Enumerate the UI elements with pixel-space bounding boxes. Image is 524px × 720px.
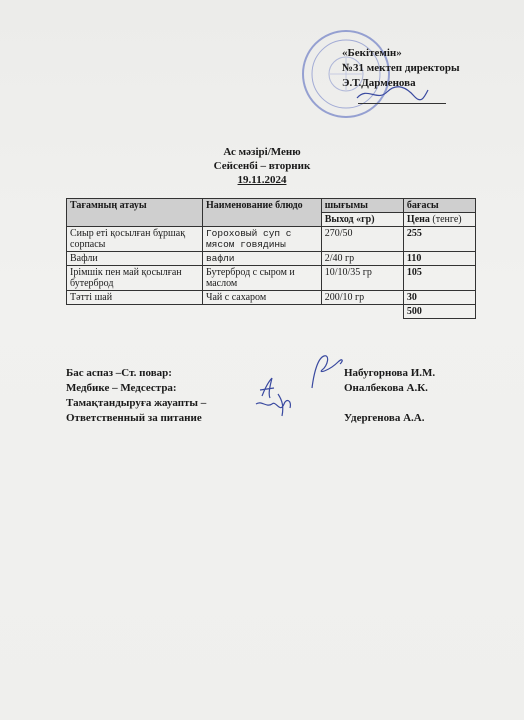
row-name-ru: Гороховый суп с мясом говядины (202, 227, 321, 252)
row-name-kz: Ірімшік пен май қосылған бутерброд (67, 266, 203, 291)
row-price: 110 (403, 252, 475, 266)
header-price-ru-label: Цена (406, 214, 430, 225)
empty-cell (202, 305, 321, 319)
header-name-ru: Наименование блюдо (202, 199, 321, 227)
staff-role: Тамақтандыруға жауапты – (66, 397, 207, 409)
staff-name: Набугорнова И.М. (344, 367, 436, 379)
menu-title: Ас мәзірі/Меню (223, 146, 301, 158)
table-header-row (67, 199, 476, 227)
row-name-ru: Бутерброд с сыром и маслом (202, 266, 321, 291)
row-yield: 2/40 гр (321, 252, 403, 266)
row-name-kz: Сиыр еті қосылған бұршақ сорпасы (67, 227, 203, 252)
staff-row (66, 396, 466, 426)
row-yield: 270/50 (321, 227, 403, 252)
menu-date: 19.11.2024 (237, 174, 287, 186)
row-name-kz: Тәтті шай (67, 291, 203, 305)
table-total-row (67, 305, 476, 319)
staff-role: Бас аспаз –Ст. повар: (66, 367, 172, 379)
header-price (403, 199, 475, 227)
signature-line (358, 103, 446, 104)
staff-role-ru: Ответственный за питание (66, 412, 202, 424)
table-row (67, 252, 476, 266)
row-name-ru: вафли (202, 252, 321, 266)
row-name-kz: Вафли (67, 252, 203, 266)
header-price-ru (404, 213, 475, 226)
row-yield: 200/10 гр (321, 291, 403, 305)
table-row (67, 227, 476, 252)
row-yield: 10/10/35 гр (321, 266, 403, 291)
staff-block (66, 366, 466, 426)
header-price-kz: бағасы (404, 199, 475, 213)
approval-director-name: Э.Т.Дарменова (342, 77, 416, 89)
approval-position: №31 мектеп директоры (342, 62, 460, 74)
staff-name: Удергенова А.А. (344, 412, 425, 424)
header-yield-ru: Выход «гр) (324, 214, 375, 225)
staff-row (66, 381, 466, 396)
header-yield-kz: шығымы (322, 199, 403, 213)
row-price: 255 (403, 227, 475, 252)
table-row (67, 291, 476, 305)
menu-day: Сейсенбі – вторник (213, 160, 311, 172)
table-row (67, 266, 476, 291)
empty-cell (321, 305, 403, 319)
header-name-kz: Тағамның атауы (67, 199, 203, 227)
menu-table (66, 198, 476, 319)
row-price: 105 (403, 266, 475, 291)
empty-cell (67, 305, 203, 319)
row-name-ru: Чай с сахаром (202, 291, 321, 305)
header-yield (321, 199, 403, 227)
staff-row (66, 366, 466, 381)
total-price: 500 (403, 305, 475, 319)
approval-title: «Бекітемін» (342, 47, 402, 59)
row-price: 30 (403, 291, 475, 305)
menu-heading (0, 145, 524, 187)
header-price-unit: (тенге) (432, 214, 462, 225)
staff-role: Медбике – Медсестра: (66, 382, 177, 394)
staff-name: Оналбекова А.К. (344, 382, 428, 394)
